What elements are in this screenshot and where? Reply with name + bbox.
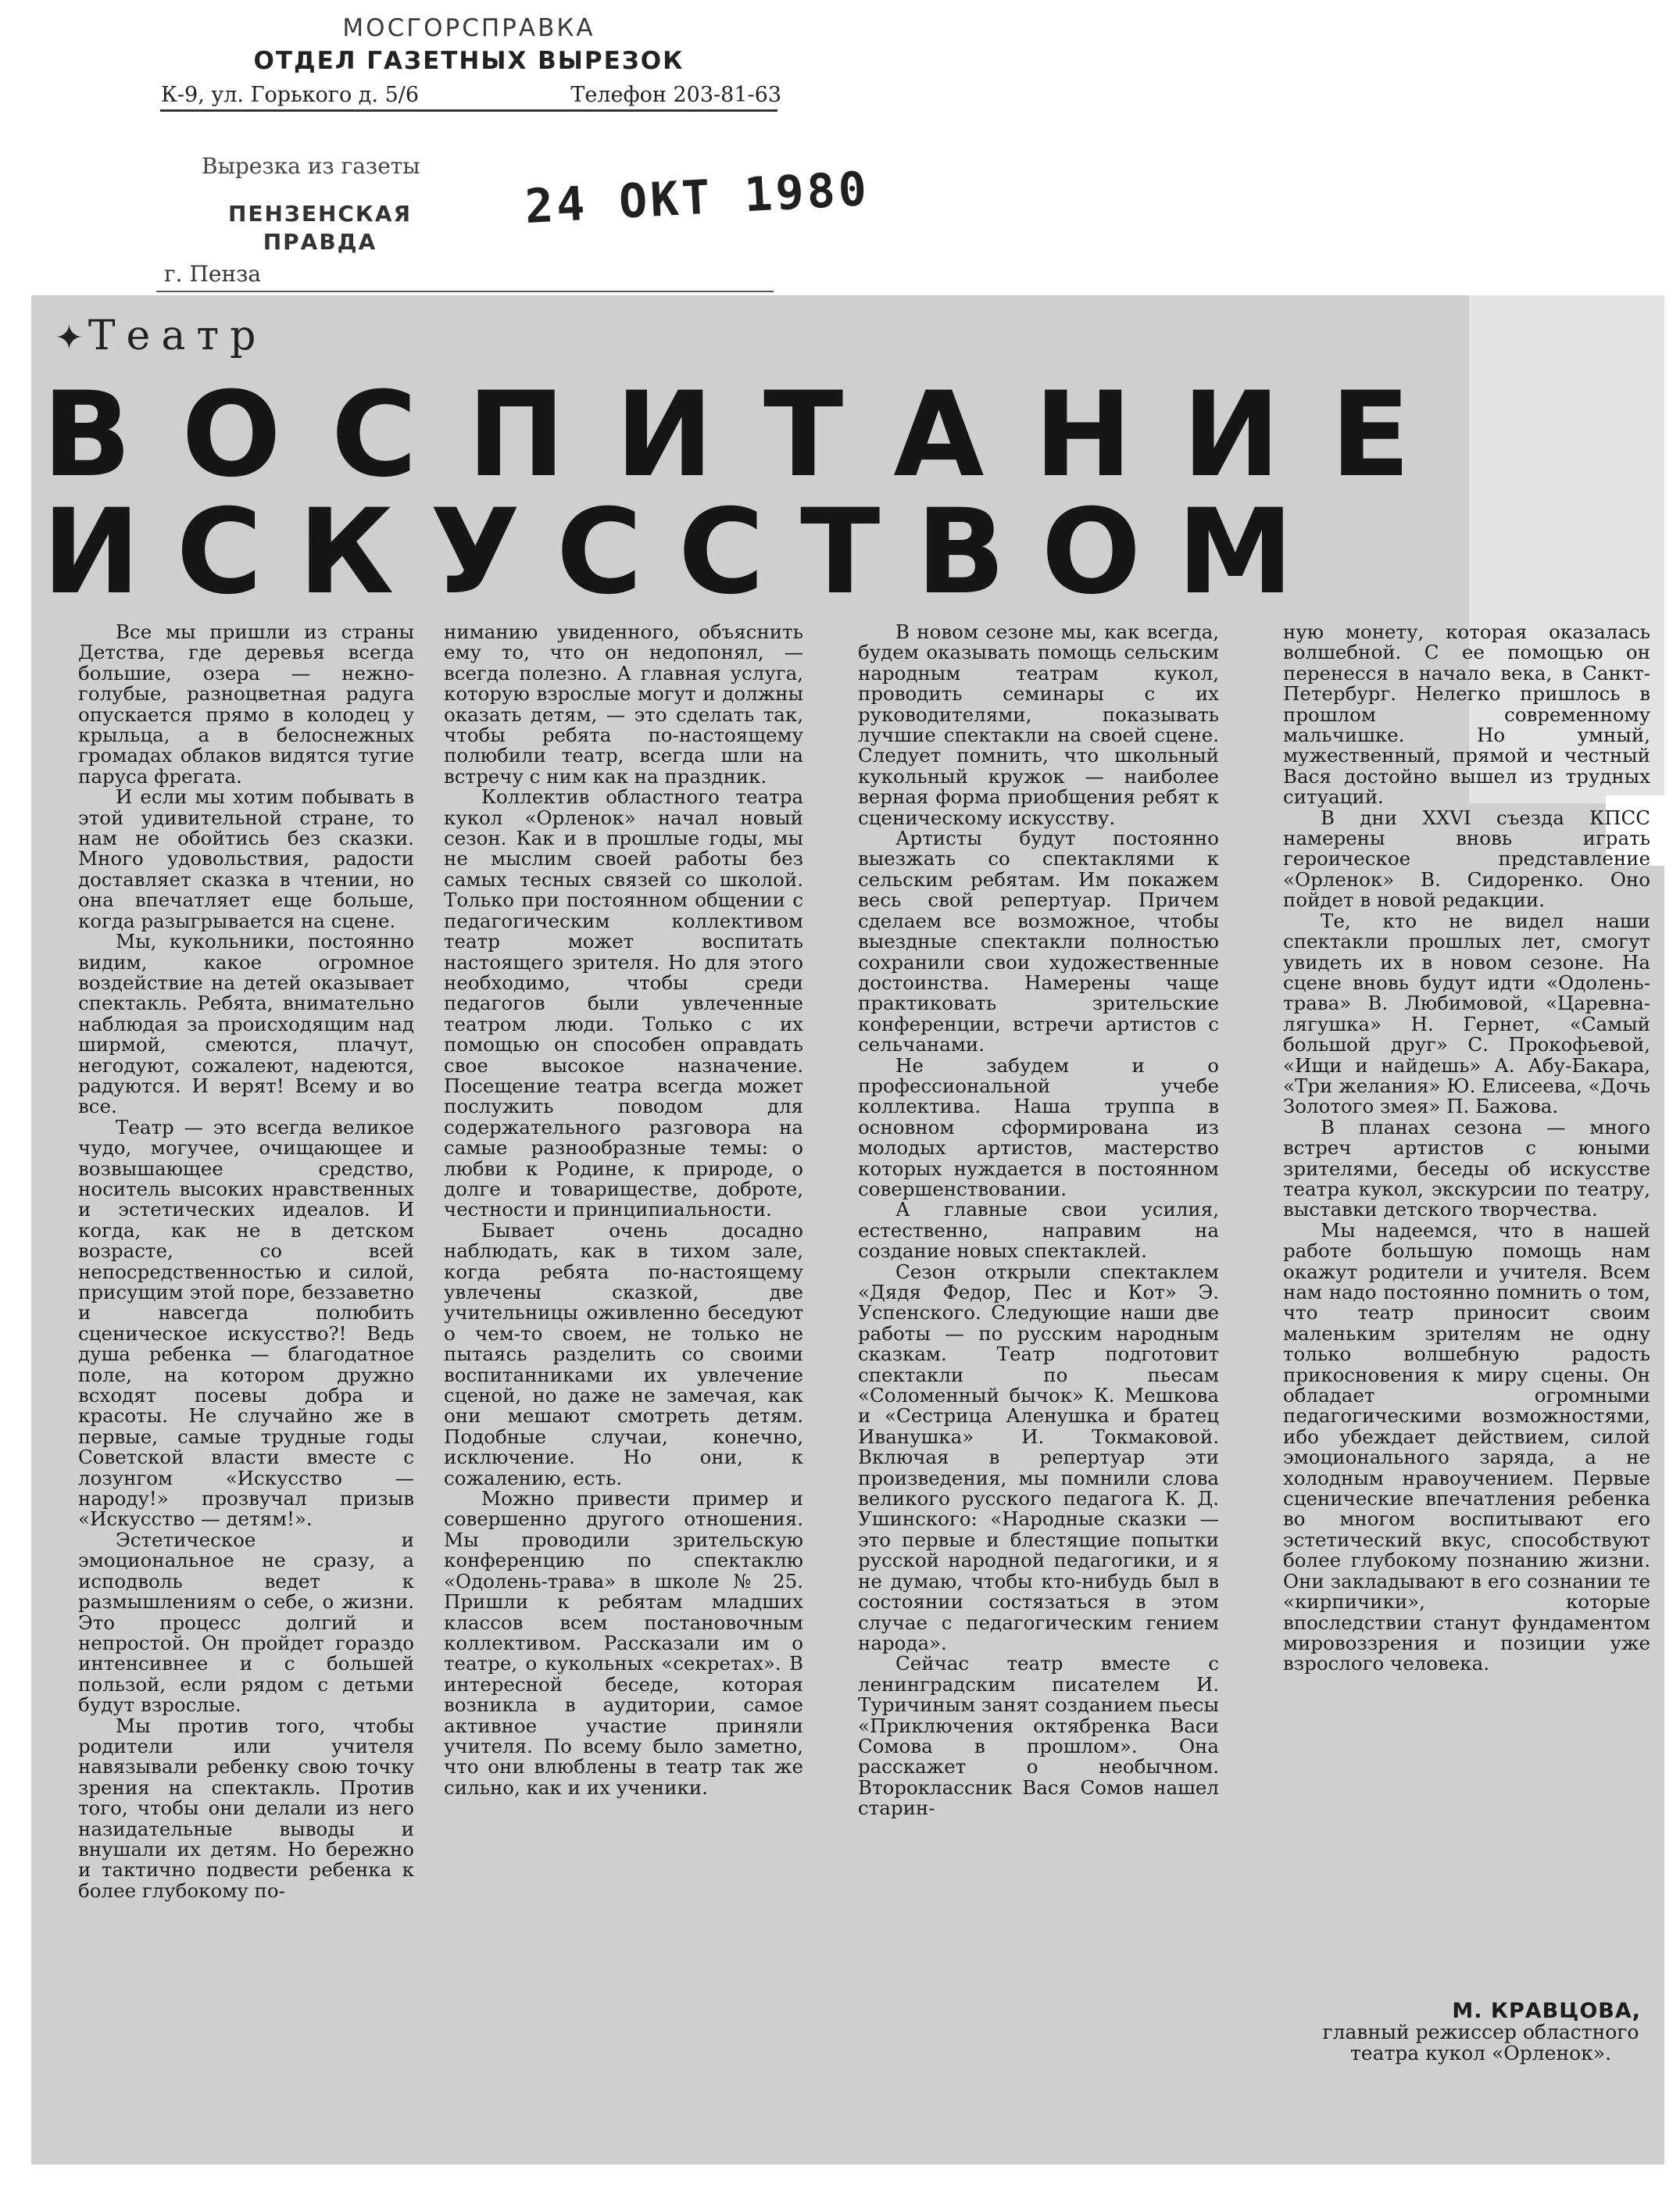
paragraph: Артисты будут постоянно выезжать со спектаклями к сельским ребятам. Им покажем весь свой репертуар. Причем сделаем все возможное, чтобы выездные спектакли полностью сохранили свои художественные достоинства. Намерены чаще практиковать зрительские конференции, встречи артистов с сельчанами. [858, 827, 1219, 1056]
clipping-service-stamp [156, 11, 781, 107]
paragraph: И если мы хотим побывать в этой удивительной стране, то нам не обойтись без сказки. Много удовольствия, радости доставляет сказка в чтении, но она впечатляет еще больше, когда разыгрывается на сцене. [78, 785, 414, 932]
author-name: М. КРАВЦОВА, [1452, 1999, 1641, 2023]
stamp-underline [160, 109, 777, 112]
paragraph: В планах сезона — много встреч артистов с юными зрителями, беседы об искусстве театра кукол, экскурсии по театру, выставки детского творчества. [1283, 1115, 1650, 1221]
paragraph: В новом сезоне мы, как всегда, будем оказывать помощь сельским народным театрам кукол, проводить семинары с их руководителями, показывать лучшие спектакли на своей сцене. Следует помнить, что школьный кукольный кружок — наиболее верная форма приобщения ребят к сценическому искусству. [858, 622, 1219, 829]
author-role: главный режиссер областного театра кукол «Орленок». [1322, 2021, 1639, 2065]
city-underline [156, 291, 774, 292]
paragraph: ную монету, которая оказалась волшебной. С ее помощью он перенесся в начало века, в Санкт-Петербург. Нелегко пришлось в прошлом современному мальчишке. Но умный, мужественный, прямой и честный Вася достойно вышел из трудных ситуаций. [1283, 622, 1650, 809]
department-name: ОТДЕЛ ГАЗЕТНЫХ ВЫРЕЗОК [253, 47, 685, 75]
newspaper-name: ПЕНЗЕНСКАЯ ПРАВДА [227, 201, 413, 255]
paragraph: Не забудем и о профессиональной учебе коллектива. Наша труппа в основном сформирована из молодых артистов, мастерство которых нуждается в постоянном совершенствовании. [858, 1053, 1219, 1200]
article-column-1 [78, 622, 414, 2150]
article-rubric [55, 313, 266, 359]
rubric-label: Театр [88, 313, 267, 359]
paragraph: А главные свои усилия, естественно, направим на создание новых спектаклей. [858, 1198, 1219, 1263]
article-column-2 [444, 622, 803, 2150]
newspaper-city: г. Пенза [164, 261, 262, 287]
headline-line-2: ИСКУССТВОМ [42, 484, 1330, 620]
headline-line-1: ВОСПИТАНИЕ [42, 367, 1460, 503]
paragraph: Театр — это всегда великое чудо, могучее, очищающее и возвышающее средство, носитель высоких нравственных и эстетических идеалов. И когда, как не в детском возрасте, со всей непосредственностью и силой, присущим этой поре, беззаветно и навсегда полюбить сценическое искусство?! Ведь душа ребенка — благодатное поле, на котором дружно всходят посевы добра и красоты. Не случайно же в первые, самые трудные годы Советской власти вместе с лозунгом «Искусство — народу!» прозвучал призыв «Искусство — детям!». [78, 1115, 414, 1531]
paragraph: Коллектив областного театра кукол «Орленок» начал новый сезон. Как и в прошлые годы, мы не мыслим своей работы без самых тесных связей со школой. Только при постоянном общении с педагогическим коллективом театр может воспитать настоящего зрителя. Но для этого необходимо, чтобы среди педагогов были увлеченные театром люди. Только с их помощью он способен оправдать свое высокое назначение. Посещение театра всегда может послужить поводом для содержательного разговора на самые разнообразные темы: о любви к Родине, к природе, о долге и товариществе, доброте, честности и принципиальности. [444, 785, 803, 1221]
paragraph: Бывает очень досадно наблюдать, как в тихом зале, когда ребята по-настоящему увлечены сказкой, две учительницы оживленно беседуют о чем-то своем, не только не пытаясь разделить со своими воспитанниками их увлечение сценой, но даже не замечая, как они мешают смотреть детям. Подобные случаи, конечно, исключение. Но они, к сожалению, есть. [444, 1218, 803, 1489]
agency-phone: Телефон 203-81-63 [570, 83, 781, 107]
paragraph: Мы против того, чтобы родители или учителя навязывали ребенку свою точку зрения на спектакль. Против того, чтобы они делали из него назидательные выводы и внушали их детям. Но бережно и тактично подвести ребенка к более глубокому по- [78, 1714, 414, 1902]
article-signature [1297, 2000, 1641, 2064]
paragraph: Можно привести пример и совершенно другого отношения. Мы проводили зрительскую конференцию по спектаклю «Одолень-трава» в школе № 25. Пришли к ребятам младших классов всем постановочным коллективом. Рассказали им о театре, о кукольных «секретах». В интересной беседе, которая возникла в аудитории, самое активное участие приняли учителя. По всему было заметно, что они влюблены в театр так же сильно, как и их ученики. [444, 1487, 803, 1799]
paragraph: ниманию увиденного, объяснить ему то, что он недопонял, — всегда полезно. А главная услуга, которую взрослые могут и должны оказать детям, — это сделать так, чтобы ребята по-настоящему полюбили театр, всегда шли на встречу с ним как на праздник. [444, 622, 803, 788]
paragraph: Сезон открыли спектаклем «Дядя Федор, Пес и Кот» Э. Успенского. Следующие наши две работы — по русским народным сказкам. Театр подготовит спектакли по пьесам «Соломенный бычок» К. Мешкова и «Сестрица Аленушка и братец Иванушка» И. Токмаковой. Включая в репертуар эти произведения, мы помнили слова великого русского педагога К. Д. Ушинского: «Народные сказки — это первые и блестящие попытки русской народной педагогики, и я не думаю, чтобы кто-нибудь был в состоянии состязаться в этом случае с педагогическим гением народа». [858, 1260, 1219, 1654]
clip-source-label: Вырезка из газеты [202, 153, 420, 179]
date-stamp: 24 ОКТ 1980 [524, 161, 871, 234]
agency-name: МОСГОРСПРАВКА [342, 14, 595, 42]
agency-address: К-9, ул. Горького д. 5/6 [161, 83, 420, 107]
star-icon: ✦ [55, 318, 84, 358]
paragraph: Мы, кукольники, постоянно видим, какое огромное воздействие на детей оказывает спектакль. Ребята, внимательно наблюдая за происходящим над ширмой, смеются, плачут, негодуют, сожалеют, надеются, радуются. И верят! Всему и во все. [78, 930, 414, 1118]
paragraph: Эстетическое и эмоциональное не сразу, а исподволь ведет к размышлениям о себе, о жизни. Это процесс долгий и непростой. Он пройдет гораздо интенсивнее и с большей пользой, если рядом с детьми будут взрослые. [78, 1528, 414, 1717]
paragraph: В дни XXVI съезда КПСС намерены вновь играть героическое представление «Орленок» В. Сидоренко. Оно пойдет в новой редакции. [1283, 806, 1650, 912]
paragraph: Мы надеемся, что в нашей работе большую помощь нам окажут родители и учителя. Всем нам надо постоянно помнить о том, что театр приносит своим маленьким зрителям не одну только волшебную радость прикосновения к миру сцены. Он обладает огромными педагогическими возможностями, ибо убеждает действием, силой эмоционального заряда, а не холодным нравоучением. Первые сценические впечатления ребенка во многом воспитывают его эстетический вкус, способствуют более глубокому познанию жизни. Они закладывают в его сознании те «кирпичики», которые впоследствии станут фундаментом мировоззрения и позиции уже взрослого человека. [1283, 1218, 1650, 1675]
paragraph: Все мы пришли из страны Детства, где деревья всегда большие, озера — нежно-голубые, разноцветная радуга опускается прямо в колодец у крыльца, а в белоснежных громадах облаков видятся тугие паруса фрегата. [78, 622, 414, 788]
paragraph: Сейчас театр вместе с ленинградским писателем И. Туричиным занят созданием пьесы «Приключения октябренка Васи Сомова в прошлом». Она расскажет о необычном. Второклассник Вася Сомов нашел старин- [858, 1652, 1219, 1820]
article-column-3 [858, 622, 1219, 2150]
paragraph: Те, кто не видел наши спектакли прошлых лет, смогут увидеть их в новом сезоне. На сцене вновь будут идти «Одолень-трава» В. Любимовой, «Царевна-лягушка» Н. Гернет, «Самый большой друг» С. Прокофьевой, «Ищи и найдешь» А. Абу-Бакара, «Три желания» Ю. Елисеева, «Дочь Золотого змея» П. Бажова. [1283, 909, 1650, 1118]
article-column-4 [1283, 622, 1650, 2075]
